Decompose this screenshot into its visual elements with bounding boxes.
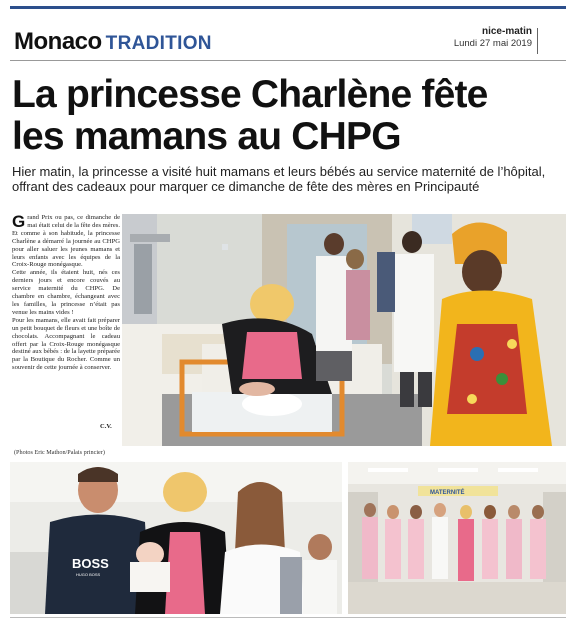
shirt-logo-text: BOSS [72,556,109,571]
bottom-right-photo [348,462,566,614]
photo-credit: (Photos Eric Mathon/Palais princier) [14,449,105,456]
masthead-divider [537,28,538,54]
publication-name: nice-matin [481,26,532,37]
paragraph-1: rand Prix ou pas, ce dimanche de mai était celui de la fête des mères. Et comme à son habitude, la princesse Charlène a démarré la journée au CHPG pour aller saluer les jeunes mamans et leurs enfants avec les équipes de la Croix-Rouge monégasque. [12,214,120,269]
bottom-rule [10,617,566,618]
dropcap: G [12,212,26,231]
main-photo [122,214,566,446]
paragraph-3: Pour les mamans, elle avait fait préparer un petit bouquet de fleurs et une boîte de chocolats. Accompagnant le cadeau offert par la Croix-Rouge monégasque destiné aux bébés : de la layette préparée par la Boutique du Rocher. Comme un souvenir de cette journée à conserver. [12,316,120,372]
section-kicker: TRADITION [105,33,212,54]
article-signature: C.V. [100,423,112,430]
publication-date: Lundi 27 mai 2019 [453,38,532,49]
standfirst: Hier matin, la princesse a visité huit mamans et leurs bébés au service maternité de l’hôpital, offrant des cadeaux pour marquer ce dimanche de fête des mères en Principauté [12,164,546,194]
main-photo-illustration [122,214,566,446]
masthead [454,26,532,49]
section-label: Monaco [14,28,102,55]
section-title [14,28,212,56]
bottom-left-photo [10,462,342,614]
bottom-right-photo-illustration [348,462,566,614]
headline-line-2: les mamans au CHPG [12,115,401,158]
headline [12,74,564,158]
headline-line-1: La princesse Charlène fête [12,73,488,116]
paragraph-2: Cette année, ils étaient huit, nés ces derniers jours et encore couvés au service maternité du CHPG. De chambre en chambre, échangeant avec les familles, la princesse n’était pas venue les mains vides ! [12,269,120,316]
article-body [12,214,120,372]
shirt-logo-subtext: HUGO BOSS [76,572,101,577]
banner-text: MATERNITÉ [430,490,465,496]
bottom-left-photo-illustration [10,462,342,614]
top-rule [10,6,566,9]
page-header [10,12,566,58]
header-rule [10,60,566,61]
